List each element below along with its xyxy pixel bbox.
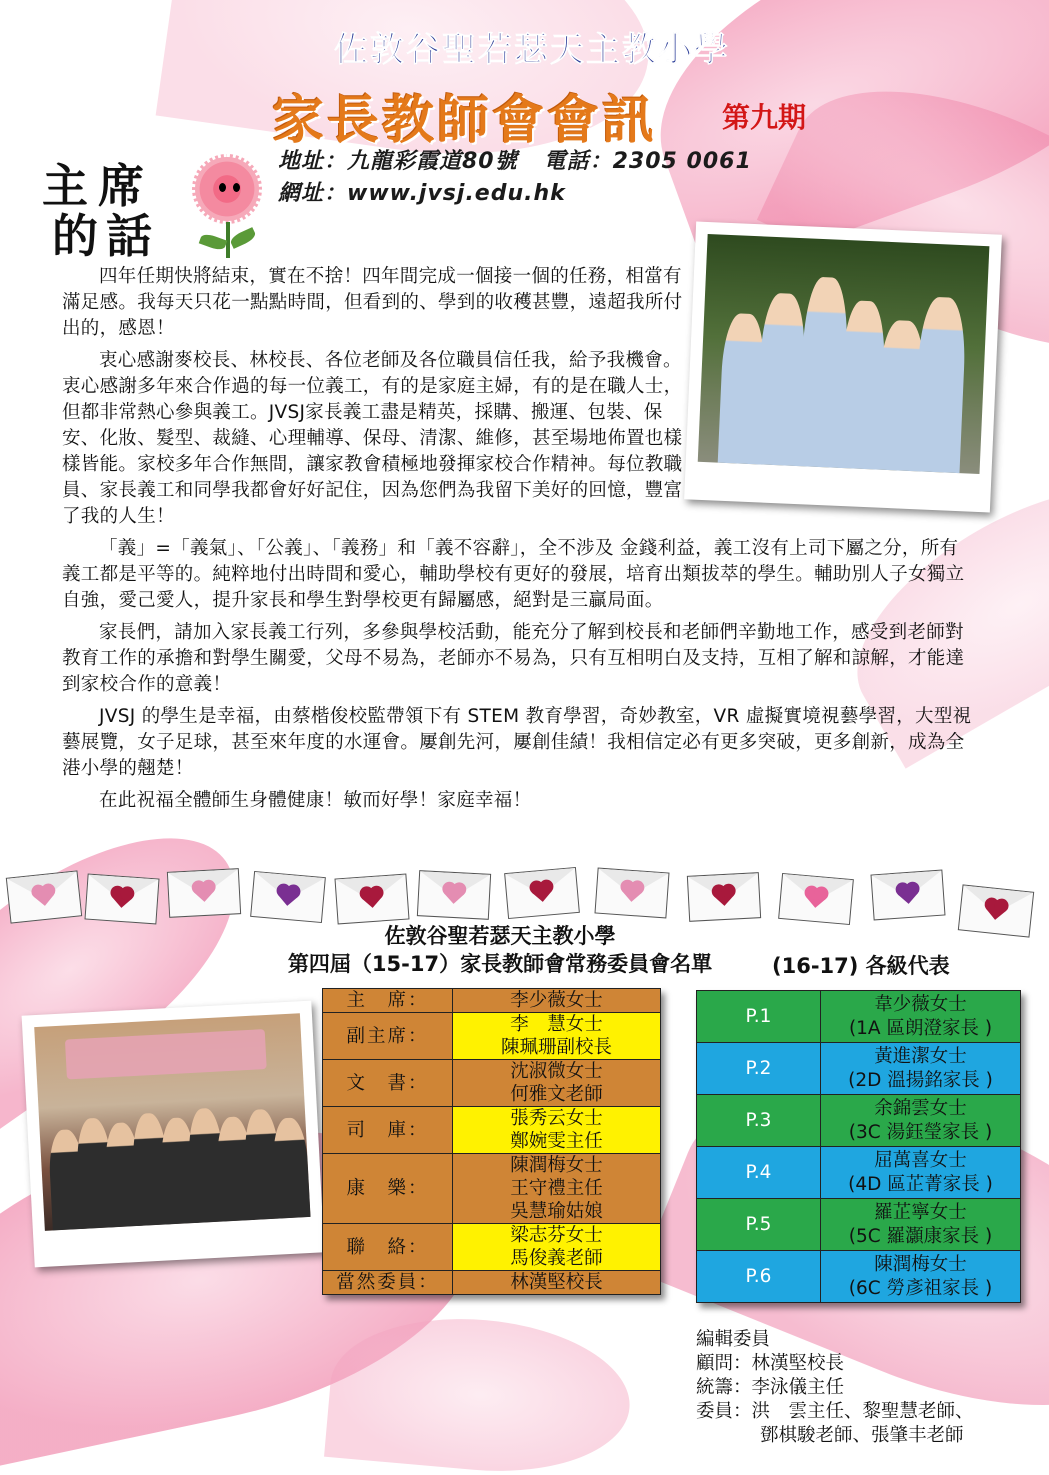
students-photo xyxy=(684,221,1002,512)
committee-table xyxy=(322,988,661,1295)
envelope-icon xyxy=(167,868,241,918)
contact-info xyxy=(278,146,752,210)
envelope-icon xyxy=(417,870,491,920)
rep-name: 屈萬喜女士 (4D 區芷菁家長 ) xyxy=(821,1147,1021,1199)
table-row xyxy=(323,1060,661,1107)
rep-level: P.1 xyxy=(697,991,821,1043)
editors-members-cont: 鄧棋駿老師、張肇丰老師 xyxy=(760,1425,964,1446)
message-paragraph: 「義」=「義氣」、「公義」、「義務」和「義不容辭」，全不涉及 金錢利益，義工沒有上司下屬之分，所有義工都是平等的。純粹地付出時間和愛心，輔助學校有更好的發展，培育出類拔萃的學生。輔助別人子女獨立自強，愛己愛人，提升家長和學生對學校更有歸屬感，絕對是三贏局面。 xyxy=(62,538,965,611)
committee-names: 李少薇女士 xyxy=(453,989,661,1013)
committee-role: 康 樂： xyxy=(323,1154,453,1224)
rep-name: 陳潤梅女士 (6C 勞彥祖家長 ) xyxy=(821,1251,1021,1303)
committee-names: 陳潤梅女士 王守禮主任 吳慧瑜姑娘 xyxy=(453,1154,661,1224)
envelope-icon xyxy=(334,874,409,925)
newsletter-title: 家長教師會會訊 xyxy=(272,91,658,151)
committee-photo xyxy=(22,1001,325,1268)
committee-role: 副主席： xyxy=(323,1013,453,1060)
committee-title xyxy=(240,922,760,978)
message-bottom xyxy=(62,536,972,820)
table-row xyxy=(697,1147,1021,1199)
class-reps-table xyxy=(696,990,1021,1303)
envelope-icon xyxy=(778,873,854,925)
rep-level: P.5 xyxy=(697,1199,821,1251)
chairman-heading xyxy=(42,150,272,263)
message-paragraph: 在此祝福全體師生身體健康！敏而好學！家庭幸福！ xyxy=(99,790,532,811)
rep-name: 余錦雲女士 (3C 湯鈺瑩家長 ) xyxy=(821,1095,1021,1147)
table-row xyxy=(323,1107,661,1154)
committee-role: 文 書： xyxy=(323,1060,453,1107)
rep-level: P.4 xyxy=(697,1147,821,1199)
rep-level: P.2 xyxy=(697,1043,821,1095)
table-row xyxy=(697,1251,1021,1303)
table-row xyxy=(697,1095,1021,1147)
table-row xyxy=(697,1199,1021,1251)
committee-title-line2: 第四屆（15-17）家長教師會常務委員會名單 xyxy=(287,952,713,976)
table-row xyxy=(323,989,661,1013)
editors-advisor: 顧問：林漢堅校長 xyxy=(696,1353,845,1374)
table-row xyxy=(323,1224,661,1271)
committee-names: 張秀云女士 鄭婉雯主任 xyxy=(453,1107,661,1154)
table-row xyxy=(697,991,1021,1043)
editors-title: 編輯委員 xyxy=(696,1329,771,1350)
rep-level: P.3 xyxy=(697,1095,821,1147)
rep-name: 羅芷寧女士 (5C 羅灝康家長 ) xyxy=(821,1199,1021,1251)
leaf-icon xyxy=(199,232,228,252)
committee-names: 林漢堅校長 xyxy=(453,1271,661,1295)
message-paragraph: JVSJ 的學生是幸福，由蔡楷俊校監帶領下有 STEM 教育學習，奇妙教室，VR 虛擬實境視藝學習，大型視藝展覽，女子足球，甚至來年度的水運會。屢創先河，屢創佳績！我相信定必有更多突破，更多創新，成為全港小學的翹楚！ xyxy=(62,706,972,779)
committee-names: 沈淑微女士 何雅文老師 xyxy=(453,1060,661,1107)
committee-role: 聯 絡： xyxy=(323,1224,453,1271)
envelope-icon xyxy=(594,868,669,919)
issue-number: 第九期 xyxy=(722,101,807,134)
committee-names: 李 慧女士 陳珮珊副校長 xyxy=(453,1013,661,1060)
message-paragraph: 四年任期快將結束，實在不捨！四年間完成一個接一個的任務，相當有滿足感。我每天只花一點點時間，但看到的、學到的收穫甚豐，遠超我所付出的，感恩！ xyxy=(62,266,683,339)
editors-coordinator: 統籌：李泳儀主任 xyxy=(696,1377,845,1398)
envelope-icon xyxy=(84,874,159,925)
table-row xyxy=(323,1271,661,1295)
message-paragraph: 家長們，請加入家長義工行列，多參與學校活動，能充分了解到校長和老師們辛勤地工作，感受到老師對教育工作的承擔和對學生關愛，父母不易為，老師亦不易為，只有互相明白及支持，互相了解和諒解，才能達到家校合作的意義！ xyxy=(62,622,965,695)
leaf-icon xyxy=(229,227,258,249)
flower-icon xyxy=(192,154,262,224)
rep-name: 韋少薇女士 (1A 區朗澄家長 ) xyxy=(821,991,1021,1043)
editorial-board xyxy=(696,1328,974,1448)
reps-title: (16-17) 各級代表 xyxy=(772,954,950,978)
rep-name: 黃進潔女士 (2D 溫揚銘家長 ) xyxy=(821,1043,1021,1095)
envelope-icon xyxy=(870,870,945,921)
table-row xyxy=(323,1154,661,1224)
envelope-icon xyxy=(504,867,580,919)
committee-role: 主 席： xyxy=(323,989,453,1013)
rep-level: P.6 xyxy=(697,1251,821,1303)
committee-role: 當然委員： xyxy=(323,1271,453,1295)
envelope-icon xyxy=(6,870,82,923)
committee-names: 梁志芬女士 馬俊義老師 xyxy=(453,1224,661,1271)
message-paragraph: 衷心感謝麥校長、林校長、各位老師及各位職員信任我，給予我機會。衷心感謝多年來合作過的每一位義工，有的是家庭主婦，有的是在職人士，但都非常熱心參與義工。JVSJ家長義工盡是精英，採購、搬運、包裝、保安、化妝、髮型、裁縫、心理輔導、保母、清潔、維修，甚至場地佈置也樣樣皆能。家校多年合作無間，讓家教會積極地發揮家校合作精神。每位教職員、家長義工和同學我都會好好記住，因為您們為我留下美好的回憶，豐富了我的人生！ xyxy=(62,350,683,527)
table-row xyxy=(323,1013,661,1060)
envelope-icon xyxy=(958,884,1034,937)
phone: 電話：2305 0061 xyxy=(543,149,752,174)
message-top xyxy=(62,264,686,536)
committee-role: 司 庫： xyxy=(323,1107,453,1154)
chairman-heading-line2: 的話 xyxy=(52,209,160,263)
envelope-icon xyxy=(250,871,326,923)
envelope-icon xyxy=(687,872,761,922)
editors-members: 委員：洪 雲主任、黎聖慧老師、 xyxy=(696,1401,974,1422)
table-row xyxy=(697,1043,1021,1095)
school-name: 佐敦谷聖若瑟天主教小學 xyxy=(334,30,730,70)
address: 地址：九龍彩霞道80號 xyxy=(278,149,518,174)
chairman-heading-line1: 主席 xyxy=(42,159,154,213)
committee-title-line1: 佐敦谷聖若瑟天主教小學 xyxy=(384,924,616,948)
website-link[interactable]: 網址：www.jvsj.edu.hk xyxy=(278,181,566,206)
